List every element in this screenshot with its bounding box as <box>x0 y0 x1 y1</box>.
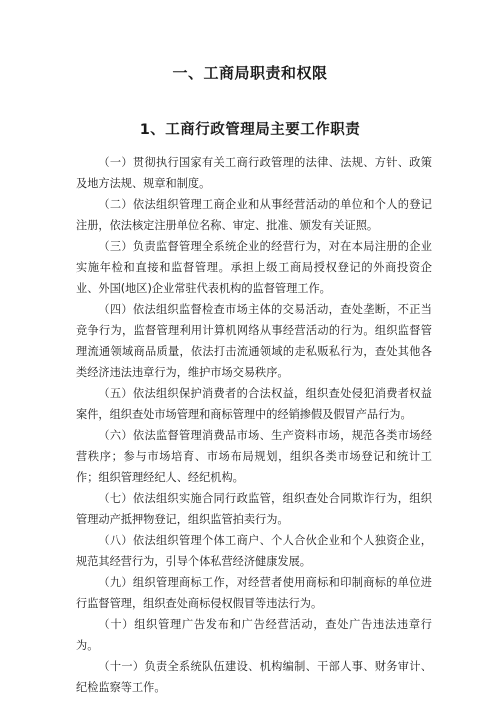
paragraph-4: （四）依法组织监督检查市场主体的交易活动，查处垄断，不正当竞争行为，监督管理利用计算机网络从事经营活动的行为。组织监督管理流通领域商品质量，依法打击流通领域的走私贩私行为，查处其他各类经济违法违章行为，维护市场交易秩序。 <box>76 303 432 379</box>
paragraph-3: （三）负责监督管理全系统企业的经营行为，对在本局注册的企业实施年检和直接和监督管理。承担上级工商局授权登记的外商投资企业、外国(地区)企业常驻代表机构的监督管理工作。 <box>76 240 432 295</box>
paragraph-8: （八）依法组织管理个体工商户、个人合伙企业和个人独资企业，规范其经营行为，引导个体私营经济健康发展。 <box>76 534 432 568</box>
paragraph-5: （五）依法组织保护消费者的合法权益，组织查处侵犯消费者权益案件，组织查处市场管理和商标管理中的经销掺假及假冒产品行为。 <box>76 387 432 421</box>
paragraph-9: （九）组织管理商标工作，对经营者使用商标和印制商标的单位进行监督管理，组织查处商标侵权假冒等违法行为。 <box>76 576 432 610</box>
document-title: 一、工商局职责和权限 <box>172 64 328 82</box>
paragraph-2: （二）依法组织管理工商企业和从事经营活动的单位和个人的登记注册，依法核定注册单位名称、审定、批准、颁发有关证照。 <box>76 198 432 232</box>
paragraph-11: （十一）负责全系统队伍建设、机构编制、干部人事、财务审计、纪检监察等工作。 <box>76 660 432 694</box>
paragraph-1: （一）贯彻执行国家有关工商行政管理的法律、法规、方针、政策及地方法规、规章和制度。 <box>76 156 432 190</box>
document-body <box>76 152 432 698</box>
paragraph-6: （六）依法监督管理消费品市场、生产资料市场，规范各类市场经营秩序；参与市场培育、市场布局规划，组织各类市场登记和统计工作；组织管理经纪人、经纪机构。 <box>76 429 432 484</box>
section-title: 1、工商行政管理局主要工作职责 <box>139 122 361 138</box>
paragraph-7: （七）依法组织实施合同行政监管，组织查处合同欺诈行为，组织管理动产抵押物登记，组织监管拍卖行为。 <box>76 492 432 526</box>
paragraph-10: （十）组织管理广告发布和广告经营活动，查处广告违法违章行为。 <box>76 618 432 652</box>
